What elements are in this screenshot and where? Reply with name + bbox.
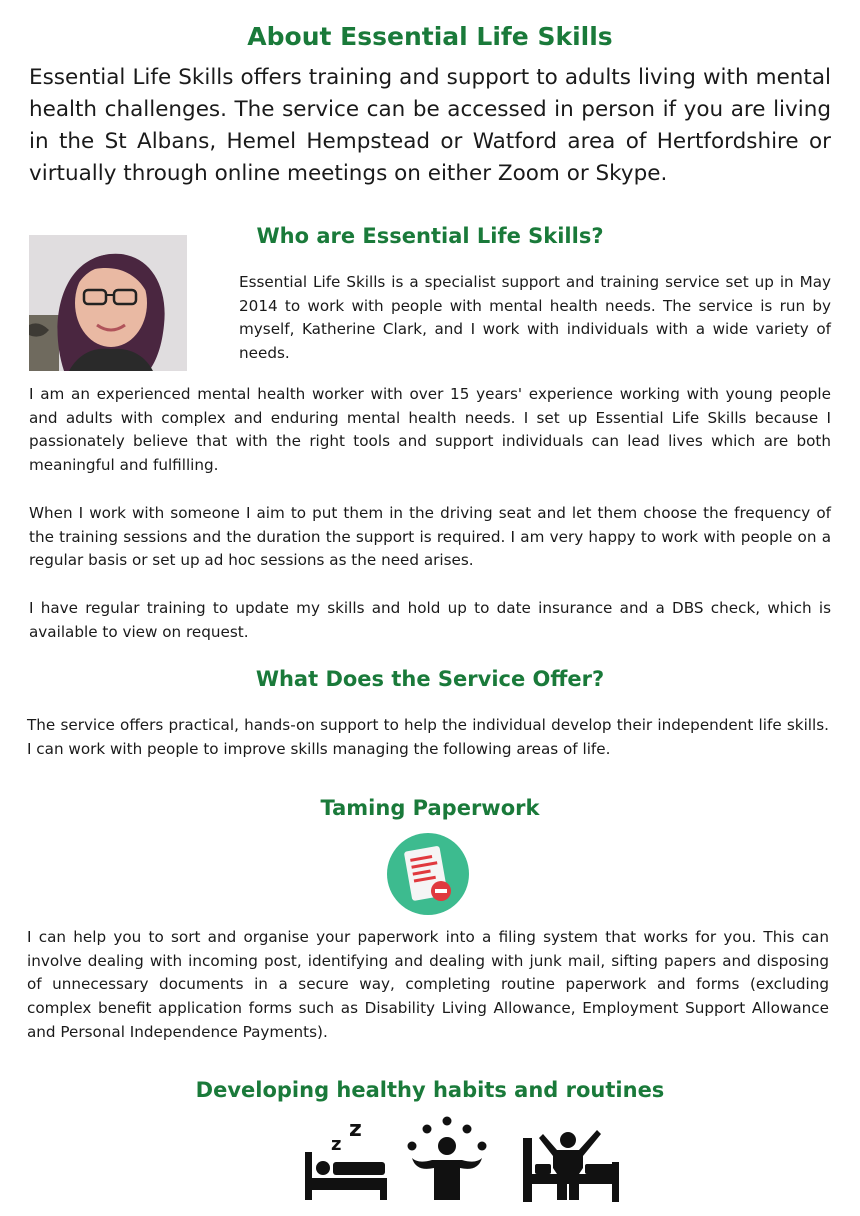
svg-text:z: z [331,1134,342,1155]
waking-up-bed-icon [521,1128,621,1204]
paperwork-paragraph: I can help you to sort and organise your paperwork into a filing system that works for you. This can involve dealing with incoming post, identifying and dealing with junk mail, sifting papers and disposing of unnecessary documents in a secure way, completing routine paperwork and forms (excluding complex benefit application forms such as Disability Living Allowance, Employment Support Allowance and Personal Independence Payments). [27,928,829,1041]
document-minus-icon [386,832,470,916]
heading-who: Who are Essential Life Skills? [256,224,604,248]
heading-habits: Developing healthy habits and routines [195,1078,665,1102]
offer-paragraph: The service offers practical, hands-on support to help the individual develop their independent life skills. I can work with people to improve skills managing the following areas of life. [27,716,829,758]
svg-text:z: z [349,1117,362,1142]
sleeping-bed-icon [303,1116,389,1202]
heading-about: About Essential Life Skills [247,22,613,51]
juggling-person-icon [406,1116,488,1202]
heading-offer: What Does the Service Offer? [255,667,605,691]
who-paragraph-2: I am an experienced mental health worker with over 15 years' experience working with young people and adults with complex and enduring mental health needs. I set up Essential Life Skills because I passionately believe that with the right tools and support individuals can lead lives which are both meaningful and fulfilling. [29,385,831,475]
who-paragraph-3: When I work with someone I aim to put them in the driving seat and let them choose the frequency of the training sessions and the duration the support is required. I am very happy to work with people on a regular basis or set up ad hoc sessions as the need arises. [29,504,831,570]
intro-paragraph: Essential Life Skills offers training and support to adults living with mental health challenges. The service can be accessed in person if you are living in the St Albans, Hemel Hempstead or Watford area of Hertfordshire or virtually through online meetings on either Zoom or Skype. [29,65,831,186]
who-paragraph-4: I have regular training to update my skills and hold up to date insurance and a DBS check, which is available to view on request. [29,599,831,641]
who-paragraph-1: Essential Life Skills is a specialist support and training service set up in May 2014 to work with people with mental health needs. The service is run by myself, Katherine Clark, and I work with individuals with a wide variety of needs. [239,273,831,363]
heading-paperwork: Taming Paperwork [320,796,540,820]
profile-photo [29,235,187,371]
